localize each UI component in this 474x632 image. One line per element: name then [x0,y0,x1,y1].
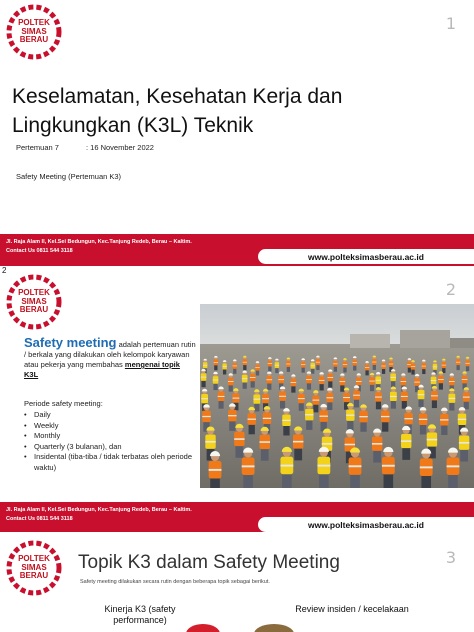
poltek-logo [6,4,62,60]
website-link[interactable]: www.polteksimasberau.ac.id [308,251,424,262]
meeting-date: : 16 November 2022 [86,143,154,152]
brown-circle-shape [254,624,294,632]
footer-address: Jl. Raja Alam II, Kel.Sei Bedungun, Kec.Tanjung Redeb, Berau – Kaltim. [6,507,192,513]
list-item: • Insidental (tiba-tiba / tidak terbatas oleh periode waktu) [24,452,196,473]
slide-title: Keselamatan, Kesehatan Kerja dan Lingkungkan (K3L) Teknik [12,85,343,137]
poltek-logo [6,540,62,596]
definition-text [24,335,196,380]
poltek-logo [6,274,62,330]
slide-subtitle: Safety Meeting (Pertemuan K3) [16,172,122,181]
slide-1 [0,0,474,266]
period-list [24,410,196,473]
footer-contact: Contact Us 0811 544 3118 [6,248,73,254]
logo-line-2: SIMAS [21,296,47,306]
logo-line-2: SIMAS [21,562,47,572]
topic-incident-review: Review insiden / kecelakaan [295,604,409,614]
slide-2 [0,266,474,532]
period-label: Periode safety meeting: [24,399,103,408]
logo-line-3: BERAU [19,35,49,45]
footer-contact: Contact Us 0811 544 3118 [6,516,73,522]
list-item: • Weekly [24,421,196,432]
website-link[interactable]: www.polteksimasberau.ac.id [308,519,424,530]
footer-bar [0,234,474,266]
list-item: • Quarterly (3 bulanan), dan [24,442,196,453]
footer-address: Jl. Raja Alam II, Kel.Sei Bedungun, Kec.Tanjung Redeb, Berau – Kaltim. [6,239,192,245]
footer-address-block [6,238,192,256]
logo-text [18,289,50,315]
list-item: • Monthly [24,431,196,442]
logo-line-2: SIMAS [21,26,47,36]
slide-number: 3 [445,548,456,567]
workers-meeting-photo [200,304,474,488]
slide-title: Topik K3 dalam Safety Meeting [78,552,340,573]
slide-subtitle: Safety meeting dilakukan secara rutin dengan beberapa topik sebagai berikut. [80,579,270,585]
logo-line-3: BERAU [19,305,49,315]
logo-line-1: POLTEK [18,288,50,298]
definition-body: adalah pertemuan rutin / berkala yang dilakukan oleh kelompok karyawan atau pekerja yang membahas [24,340,196,369]
topic-safety-performance: Kinerja K3 (safety performance) [104,604,176,625]
footer-bar [0,502,474,532]
logo-line-3: BERAU [19,571,49,581]
footer-address-block [6,506,192,524]
list-item: • Daily [24,410,196,421]
logo-line-1: POLTEK [18,18,50,28]
logo-text [18,19,50,45]
website-box[interactable] [258,249,474,264]
website-box[interactable] [258,517,474,532]
slide-number: 2 [445,280,456,299]
slide-3 [0,532,474,632]
meeting-label: Pertemuan 7 [16,143,59,152]
logo-line-1: POLTEK [18,554,50,564]
definition-lead: Safety meeting [24,335,117,350]
page-corner-number: 2 [2,266,7,275]
slide-number: 1 [445,14,456,33]
crowd-photo-illustration [200,304,474,488]
meeting-info [16,143,154,152]
definition-highlight: mengenai topik K3L [24,360,180,379]
logo-text [18,555,50,581]
